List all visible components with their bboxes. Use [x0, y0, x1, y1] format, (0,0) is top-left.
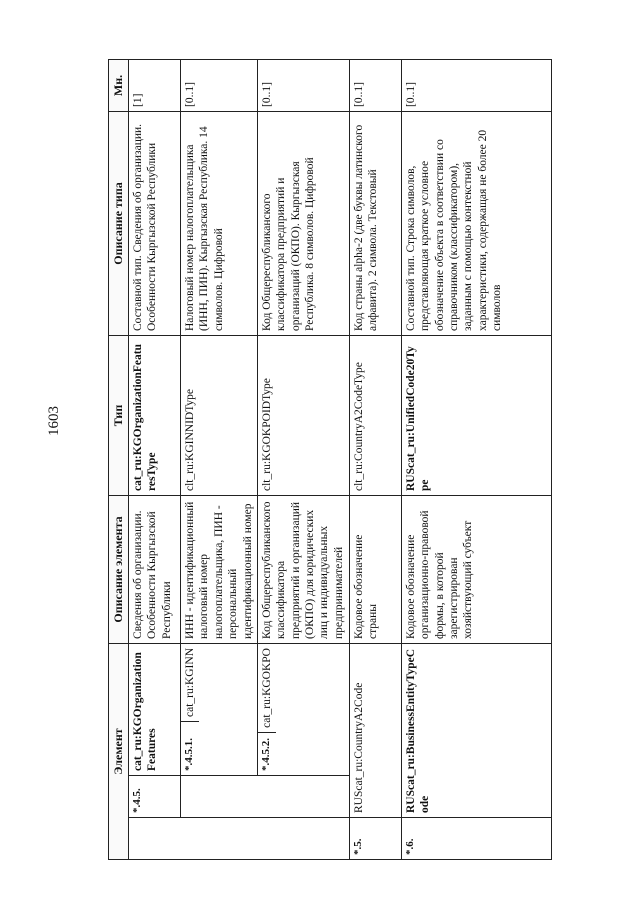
multiplicity: [1] [129, 60, 181, 112]
row-number: *.5. [349, 818, 401, 860]
element-description: Сведения об организации. Особенности Кыргызской Республики [129, 496, 181, 644]
header-element-description: Описание элемента [109, 496, 129, 644]
nested-element [181, 644, 258, 776]
nested-element [257, 644, 349, 776]
multiplicity: [0..1] [181, 60, 258, 112]
elements-table [108, 59, 552, 860]
table-header-row [109, 60, 129, 860]
element-description: Код Общереспубликанского классификатора предприятий и организаций (ОКПО) для юридических лиц и индивидуальных предпринимателей [257, 496, 349, 644]
header-type-description: Описание типа [109, 112, 129, 336]
row-number: *.4.5. [129, 776, 181, 818]
element-name: RUScat_ru:BusinessEntityTypeCode [401, 644, 551, 818]
element-name: cat_ru:KGOKPO [260, 648, 273, 728]
type-description: Составной тип. Строка символов, представляющая краткое условное обозначение объекта в соответствии со справочником (классификатором), заданным с помощью контекстной характеристики, содержащая не более 20 символов [401, 112, 551, 336]
type-description: Налоговый номер налогоплательщика (ИНН, ПИН). Кыргызская Республика. 14 символов. Цифровой [181, 112, 258, 336]
element-name: RUScat_ru:CountryA2Code [349, 644, 401, 818]
table-row [257, 60, 349, 860]
element-name: cat_ru:KGINN [184, 648, 196, 717]
element-name: cat_ru:KGOrganizationFeatures [129, 644, 181, 776]
type-name: clt_ru:KGOKPOIDType [257, 336, 349, 496]
type-description: Составной тип. Сведения об организации. Особенности Кыргызской Республики [129, 112, 181, 336]
element-description: Кодовое обозначение страны [349, 496, 401, 644]
type-name: cat_ru:KGOrganizationFeaturesType [129, 336, 181, 496]
header-type: Тип [109, 336, 129, 496]
multiplicity: [0..1] [349, 60, 401, 112]
row-number: *.4.5.2. [258, 732, 276, 775]
type-name: clt_ru:CountryA2CodeType [349, 336, 401, 496]
row-number: *.4.5.1. [181, 721, 199, 775]
rotated-table-container [108, 60, 640, 860]
element-description: Кодовое обозначение организационно-правовой формы, в которой зарегистрирован хозяйствующий субъект [401, 496, 551, 644]
type-description: Код Общереспубликанского классификатора предприятий и организаций (ОКПО). Кыргызская Республика. 8 символов. Цифровой [257, 112, 349, 336]
type-name: RUScat_ru:UnifiedCode20Type [401, 336, 551, 496]
element-description: ИНН - идентификационный налоговый номер налогоплательщика, ПИН - персональный идентификационный номер [181, 496, 258, 644]
table-row [181, 60, 258, 860]
type-description: Код страны alpha-2 (две буквы латинского алфавита). 2 символа. Текстовый [349, 112, 401, 336]
header-element: Элемент [109, 644, 129, 860]
header-multiplicity: Мн. [109, 60, 129, 112]
multiplicity: [0..1] [257, 60, 349, 112]
table-row [349, 60, 401, 860]
table-row [129, 60, 181, 860]
table-row [401, 60, 551, 860]
row-number: *.6. [401, 818, 551, 860]
multiplicity: [0..1] [401, 60, 551, 112]
page-number: 1603 [46, 406, 62, 436]
type-name: clt_ru:KGINNIDType [181, 336, 258, 496]
